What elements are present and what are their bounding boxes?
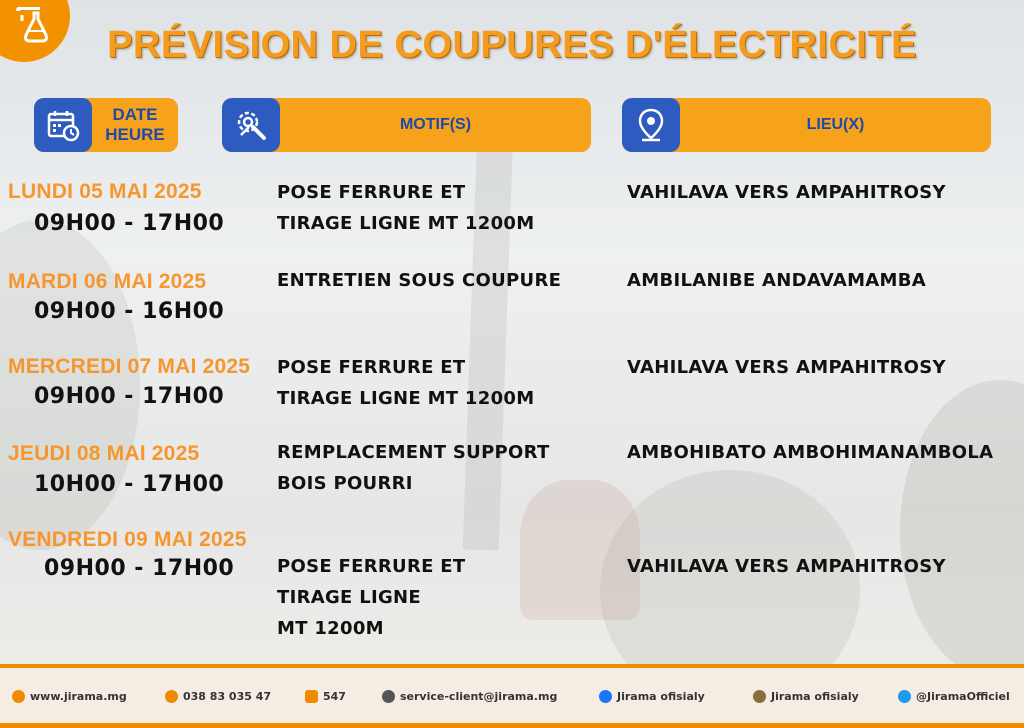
page-title: PRÉVISION DE COUPURES D'ÉLECTRICITÉ xyxy=(107,24,917,66)
row-time: 09H00 - 17H00 xyxy=(44,556,235,581)
row-lieu: VAHILAVA VERS AMPAHITROSY xyxy=(627,556,946,577)
header-date xyxy=(34,98,178,152)
row-day: MARDI 06 MAI 2025 xyxy=(8,270,207,293)
row-motif-line: ENTRETIEN SOUS COUPURE xyxy=(277,270,562,291)
header-date-line2: HEURE xyxy=(105,125,165,144)
row-time: 10H00 - 17H00 xyxy=(34,472,225,497)
row-lieu: VAHILAVA VERS AMPAHITROSY xyxy=(627,357,946,378)
footer-email[interactable] xyxy=(382,690,557,703)
row-lieu: VAHILAVA VERS AMPAHITROSY xyxy=(627,182,946,203)
row-motif-line: TIRAGE LIGNE MT 1200M xyxy=(277,213,535,234)
footer-phone-text: 038 83 035 47 xyxy=(183,690,272,703)
location-pin-icon xyxy=(622,98,680,152)
facebook-icon xyxy=(599,690,612,703)
footer-website[interactable] xyxy=(12,690,127,703)
row-motif xyxy=(277,352,534,414)
header-date-label xyxy=(92,105,178,145)
row-day: JEUDI 08 MAI 2025 xyxy=(8,442,200,465)
row-motif-line: BOIS POURRI xyxy=(277,473,413,494)
row-lieu: AMBOHIBATO AMBOHIMANAMBOLA xyxy=(627,442,994,463)
footer-phone[interactable] xyxy=(165,690,271,703)
row-motif-line: POSE FERRURE ET xyxy=(277,182,466,203)
row-day: LUNDI 05 MAI 2025 xyxy=(8,180,202,203)
footer-twitter-text: @JiramaOfficiel xyxy=(916,690,1010,703)
row-day: MERCREDI 07 MAI 2025 xyxy=(8,355,251,378)
footer-email-text: service-client@jirama.mg xyxy=(400,690,558,703)
footer-website-text: www.jirama.mg xyxy=(30,690,127,703)
row-motif-line: MT 1200M xyxy=(277,618,384,639)
footer-facebook-text: Jirama ofisialy xyxy=(617,690,705,703)
row-motif xyxy=(277,551,465,644)
header-lieu-label: LIEU(X) xyxy=(806,116,865,133)
phone-icon xyxy=(165,690,178,703)
row-day: VENDREDI 09 MAI 2025 xyxy=(8,528,247,551)
row-motif xyxy=(277,177,534,239)
twitter-icon xyxy=(898,690,911,703)
footer-short-number-text: 547 xyxy=(323,690,346,703)
footer-short-number[interactable] xyxy=(305,690,346,703)
row-time: 09H00 - 17H00 xyxy=(34,384,225,409)
hand-phone-icon xyxy=(305,690,318,703)
header-date-line1: DATE xyxy=(112,105,158,124)
row-motif-line: TIRAGE LIGNE xyxy=(277,587,422,608)
header-motif xyxy=(222,98,591,152)
header-motif-label: MOTIF(S) xyxy=(399,116,472,133)
footer xyxy=(0,664,1024,728)
calendar-clock-icon xyxy=(34,98,92,152)
globe-icon xyxy=(12,690,25,703)
instagram-icon xyxy=(753,690,766,703)
gear-wrench-icon xyxy=(222,98,280,152)
row-motif xyxy=(277,437,550,499)
row-motif-line: POSE FERRURE ET xyxy=(277,556,466,577)
header-lieu xyxy=(622,98,991,152)
row-time: 09H00 - 17H00 xyxy=(34,211,225,236)
row-lieu: AMBILANIBE ANDAVAMAMBA xyxy=(627,270,926,291)
background-tree xyxy=(900,380,1024,680)
email-icon xyxy=(382,690,395,703)
row-motif-line: REMPLACEMENT SUPPORT xyxy=(277,442,550,463)
row-time: 09H00 - 16H00 xyxy=(34,299,225,324)
row-motif-line: TIRAGE LIGNE MT 1200M xyxy=(277,388,535,409)
background-worker xyxy=(520,480,640,620)
footer-facebook[interactable] xyxy=(599,690,705,703)
footer-instagram[interactable] xyxy=(753,690,859,703)
footer-twitter[interactable] xyxy=(898,690,1010,703)
footer-instagram-text: Jirama ofisialy xyxy=(771,690,859,703)
row-motif-line: POSE FERRURE ET xyxy=(277,357,466,378)
row-motif xyxy=(277,265,561,296)
